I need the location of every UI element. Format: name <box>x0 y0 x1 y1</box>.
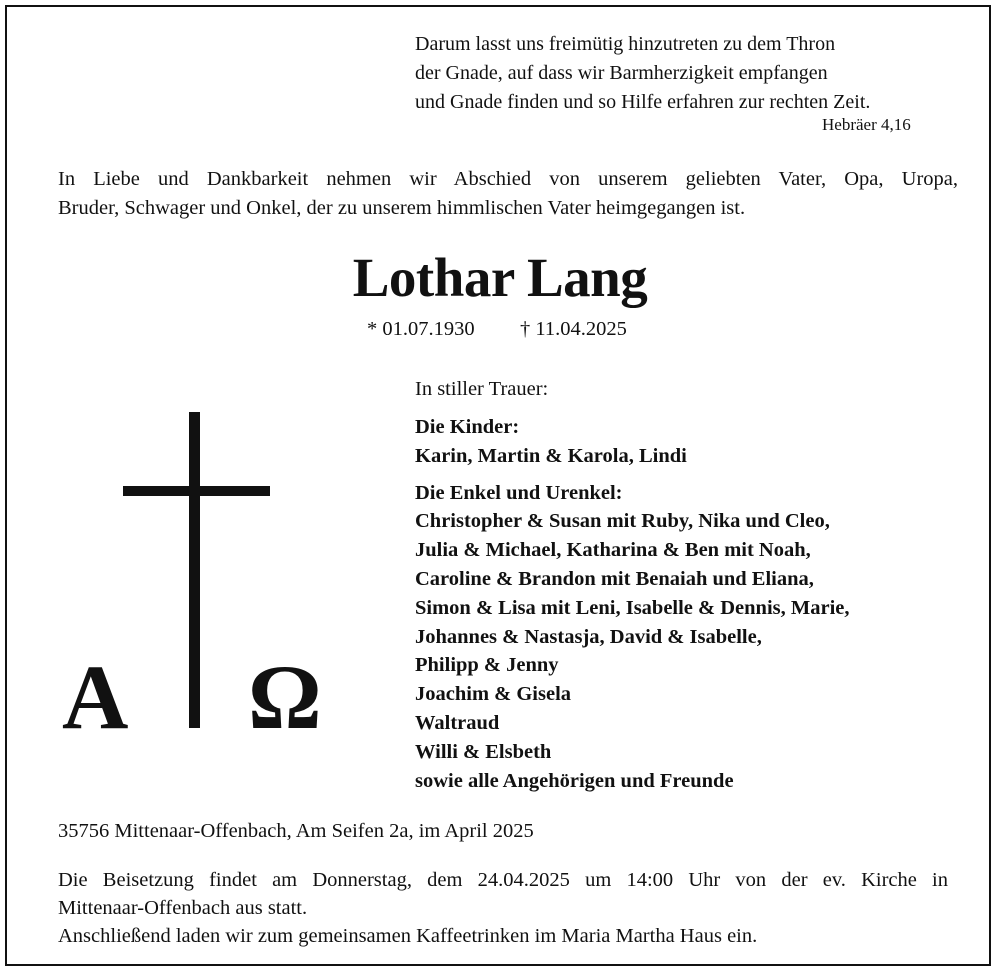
deceased-name: Lothar Lang <box>352 247 648 308</box>
intro-line: Bruder, Schwager und Onkel, der zu unserem himmlischen Vater heimgegangen ist. <box>58 197 746 219</box>
list-item: Julia & Michael, Katharina & Ben mit Noah, <box>415 539 811 562</box>
list-item: sowie alle Angehörigen und Freunde <box>415 769 734 792</box>
alpha-omega-cross-symbol <box>60 408 350 738</box>
birth-date: * 01.07.1930 <box>367 318 475 340</box>
verse-line: Darum lasst uns freimütig hinzutreten zu dem Thron <box>415 33 836 55</box>
grandchildren-heading: Die Enkel und Urenkel: <box>415 481 623 504</box>
funeral-line: Mittenaar-Offenbach aus statt. <box>58 897 308 919</box>
death-date: † 11.04.2025 <box>520 318 627 340</box>
funeral-line: Die Beisetzung findet am Donnerstag, dem 24.04.2025 um 14:00 Uhr von der ev. Kirche in <box>58 869 948 891</box>
list-item: Johannes & Nastasja, David & Isabelle, <box>415 625 762 648</box>
list-item: Caroline & Brandon mit Benaiah und Eliana, <box>415 567 814 590</box>
list-item: Simon & Lisa mit Leni, Isabelle & Dennis, Marie, <box>415 596 850 619</box>
funeral-line: Anschließend laden wir zum gemeinsamen Kaffeetrinken im Maria Martha Haus ein. <box>58 925 758 947</box>
children-names: Karin, Martin & Karola, Lindi <box>415 444 687 467</box>
children-group <box>415 413 849 471</box>
family-list <box>415 413 849 803</box>
grandchildren-group <box>415 479 849 796</box>
funeral-info <box>58 866 948 950</box>
bible-verse <box>415 30 955 117</box>
mourning-label: In stiller Trauer: <box>415 378 549 400</box>
list-item: Willi & Elsbeth <box>415 740 552 763</box>
address-line: 35756 Mittenaar-Offenbach, Am Seifen 2a, im April 2025 <box>58 820 534 842</box>
intro-line: In Liebe und Dankbarkeit nehmen wir Abschied von unserem geliebten Vater, Opa, Uropa, <box>58 168 958 190</box>
verse-line: der Gnade, auf dass wir Barmherzigkeit empfangen <box>415 62 828 84</box>
intro-text <box>58 165 958 223</box>
omega-letter: Ω <box>248 646 322 738</box>
verse-line: und Gnade finden und so Hilfe erfahren zur rechten Zeit. <box>415 91 871 113</box>
list-item: Christopher & Susan mit Ruby, Nika und Cleo, <box>415 510 830 533</box>
alpha-letter: A <box>62 646 129 738</box>
verse-reference: Hebräer 4,16 <box>822 115 911 134</box>
list-item: Philipp & Jenny <box>415 654 559 677</box>
children-heading: Die Kinder: <box>415 416 520 438</box>
list-item: Joachim & Gisela <box>415 683 572 706</box>
list-item: Waltraud <box>415 711 500 734</box>
